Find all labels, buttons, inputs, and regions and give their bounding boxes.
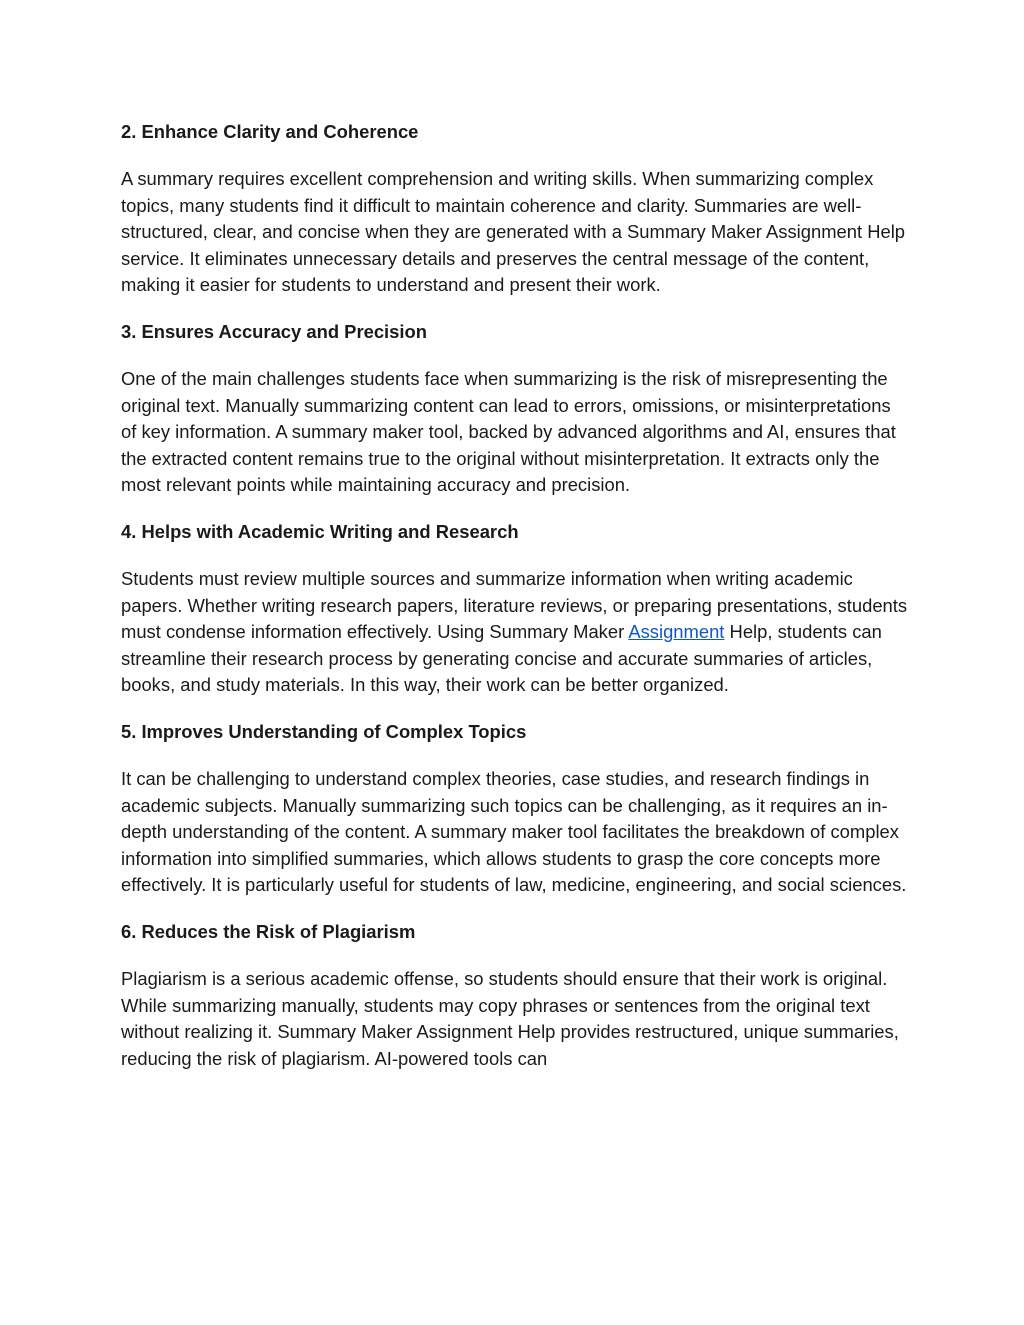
section-heading: 2. Enhance Clarity and Coherence <box>121 121 419 142</box>
section-paragraph: A summary requires excellent comprehension and writing skills. When summarizing complex topics, many students find it difficult to maintain coherence and clarity. Summaries are well-structured, clear, and concise when they are generated with a Summary Maker Assignment Help service. It eliminates unnecessary details and preserves the central message of the content, making it easier for students to understand and present their work. <box>121 168 906 295</box>
section-heading: 4. Helps with Academic Writing and Research <box>121 521 519 542</box>
section-heading: 6. Reduces the Risk of Plagiarism <box>121 921 416 942</box>
section-paragraph: Plagiarism is a serious academic offense, so students should ensure that their work is original. While summarizing manually, students may copy phrases or sentences from the original text without realizing it. Summary Maker Assignment Help provides restructured, unique summaries, reducing the risk of plagiarism. AI-powered tools can <box>121 968 899 1069</box>
section-heading: 3. Ensures Accuracy and Precision <box>121 321 427 342</box>
section-heading: 5. Improves Understanding of Complex Topics <box>121 721 527 742</box>
section-paragraph: One of the main challenges students face when summarizing is the risk of misrepresenting the original text. Manually summarizing content can lead to errors, omissions, or misinterpretations of key information. A summary maker tool, backed by advanced algorithms and AI, ensures that the extracted content remains true to the original without misinterpretation. It extracts only the most relevant points while maintaining accuracy and precision. <box>121 368 896 495</box>
document-page <box>121 119 911 1072</box>
paragraph-text: Students must review multiple sources and summarize information when writing academic papers. Whether writing research papers, literature reviews, or preparing presentations, students must condense information effectively. Using Summary Maker <box>121 568 908 642</box>
section-paragraph: It can be challenging to understand complex theories, case studies, and research findings in academic subjects. Manually summarizing such topics can be challenging, as it requires an in-depth understanding of the content. A summary maker tool facilitates the breakdown of complex information into simplified summaries, which allows students to grasp the core concepts more effectively. It is particularly useful for students of law, medicine, engineering, and social sciences. <box>121 768 907 895</box>
section-paragraph <box>121 566 911 699</box>
assignment-link[interactable]: Assignment <box>628 621 725 642</box>
paragraph-text: Help, students can streamline their research process by generating concise and accurate summaries of articles, books, and study materials. In this way, their work can be better organized. <box>121 621 882 695</box>
